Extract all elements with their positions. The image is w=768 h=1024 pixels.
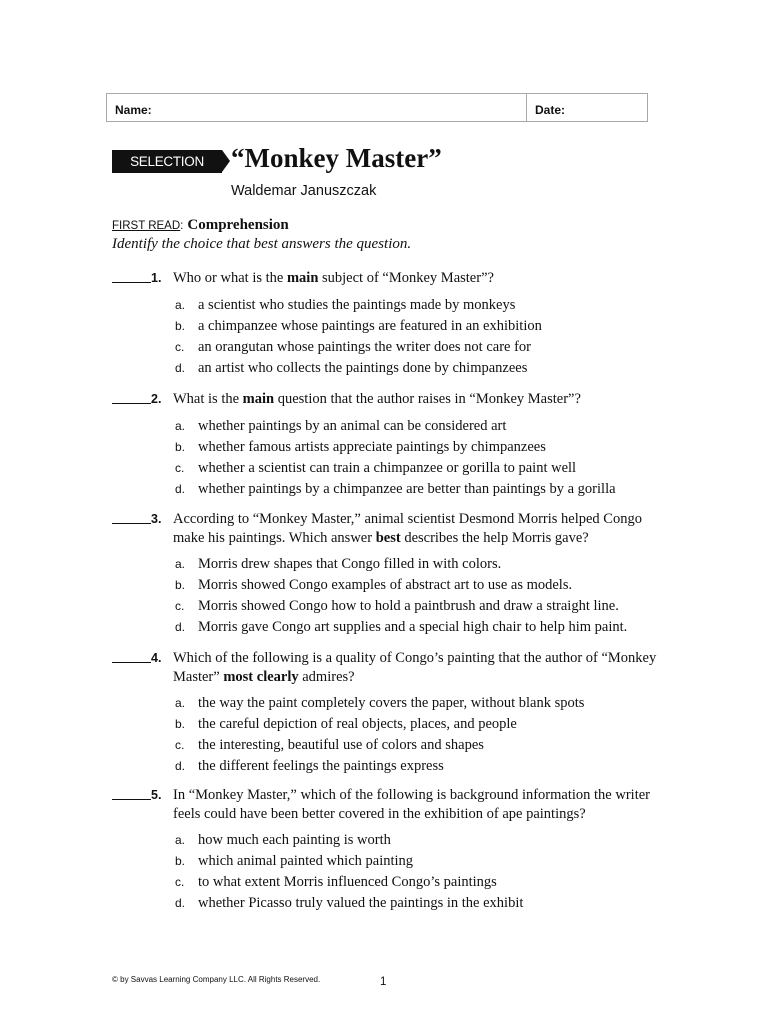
page-number: 1 [380,976,387,988]
name-date-box [106,93,648,122]
instructions: Identify the choice that best answers the question. [112,236,412,252]
option-d[interactable]: d. whether paintings by a chimpanzee are better than paintings by a gorilla [175,481,616,497]
question-number: 1. [151,271,162,285]
name-field[interactable] [107,94,527,121]
copyright-footer: © by Savvas Learning Company LLC. All Rights Reserved. [112,975,321,984]
option-b[interactable]: b. Morris showed Congo examples of abstract art to use as models. [175,577,573,593]
page-title: “Monkey Master” [231,143,442,173]
option-a[interactable]: a. the way the paint completely covers the paper, without blank spots [175,695,585,711]
option-a[interactable]: a. how much each painting is worth [175,832,391,848]
selection-test-badge: SELECTION TEST [112,150,222,173]
question-5 [112,786,672,915]
section-heading [112,216,289,234]
option-d[interactable]: d. the different feelings the paintings express [175,758,444,774]
section-title: Comprehension [187,217,289,233]
option-a[interactable]: a. whether paintings by an animal can be considered art [175,418,507,434]
first-read-label: FIRST READ [112,220,181,232]
option-d[interactable]: d. Morris gave Congo art supplies and a special high chair to help him paint. [175,619,628,635]
answer-blank[interactable] [112,662,151,663]
option-c[interactable]: c. whether a scientist can train a chimpanzee or gorilla to paint well [175,460,577,476]
option-d[interactable]: d. an artist who collects the paintings done by chimpanzees [175,360,528,376]
question-2 [112,390,672,501]
question-3 [112,510,672,639]
answer-blank[interactable] [112,799,151,800]
name-label: Name: [115,103,152,117]
option-b[interactable]: b. whether famous artists appreciate paintings by chimpanzees [175,439,546,455]
question-number: 3. [151,512,162,526]
question-4 [112,649,672,778]
date-field[interactable] [527,94,647,121]
option-b[interactable]: b. which animal painted which painting [175,853,414,869]
question-text: Who or what is the main subject of “Monkey Master”? [173,270,494,286]
answer-blank[interactable] [112,523,151,524]
option-c[interactable]: c. Morris showed Congo how to hold a paintbrush and draw a straight line. [175,598,619,614]
option-b[interactable]: b. a chimpanzee whose paintings are featured in an exhibition [175,318,542,334]
question-text: In “Monkey Master,” which of the following is background information the writer feels could have been better covered in the exhibition of ape paintings? [173,787,650,822]
answer-blank[interactable] [112,403,151,404]
question-text: According to “Monkey Master,” animal scientist Desmond Morris helped Congo make his paintings. Which answer best describes the help Morris gave? [173,511,642,546]
option-c[interactable]: c. the interesting, beautiful use of colors and shapes [175,737,484,753]
section-colon: : [180,220,184,232]
question-1 [112,269,672,380]
option-a[interactable]: a. Morris drew shapes that Congo filled in with colors. [175,556,502,572]
option-c[interactable]: c. to what extent Morris influenced Congo’s paintings [175,874,497,890]
option-c[interactable]: c. an orangutan whose paintings the writer does not care for [175,339,531,355]
option-b[interactable]: b. the careful depiction of real objects, places, and people [175,716,517,732]
option-a[interactable]: a. a scientist who studies the paintings made by monkeys [175,297,516,313]
question-number: 4. [151,651,162,665]
question-number: 5. [151,788,162,802]
date-label: Date: [535,103,566,117]
author-name: Waldemar Januszczak [231,183,377,199]
question-text: What is the main question that the author raises in “Monkey Master”? [173,391,581,407]
option-d[interactable]: d. whether Picasso truly valued the paintings in the exhibit [175,895,524,911]
question-text: Which of the following is a quality of Congo’s painting that the author of “Monkey Master” most clearly admires? [173,650,657,685]
question-number: 2. [151,392,162,406]
answer-blank[interactable] [112,282,151,283]
